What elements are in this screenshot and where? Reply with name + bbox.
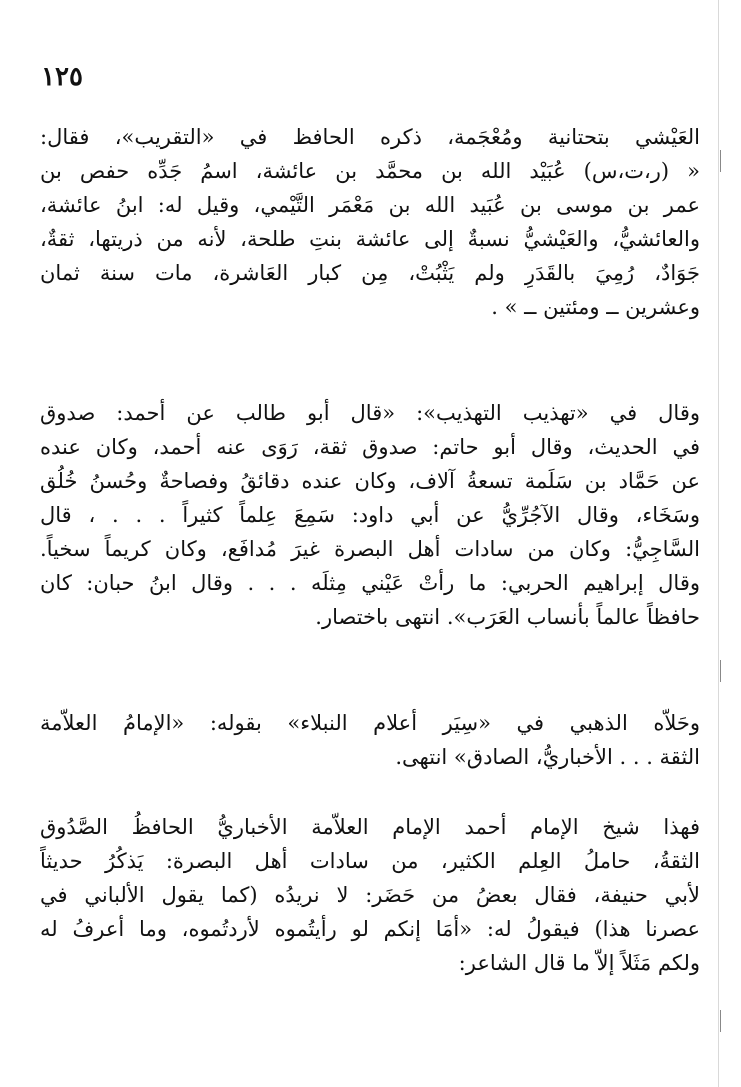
margin-mark — [720, 660, 721, 682]
text-line: جَوَادٌ، رُمِيَ بالقَدَرِ ولم يَثْبُتْ، مِن كبار العَاشرة، مات سنة ثمان — [40, 261, 700, 285]
page-edge-rule — [718, 0, 719, 1087]
paragraph — [40, 810, 700, 980]
text-line: السَّاجِيُّ: وكان من سادات أهل البصرة غيرَ مُدافَع، وكان كريماً سخياً. — [40, 537, 700, 561]
paragraph — [40, 396, 700, 634]
text-line: في الحديث، وقال أبو حاتم: صدوق ثقة، رَوَى عنه أحمد، وكان عنده — [40, 435, 700, 459]
text-line: عصرنا هذا) فيقولُ له: «أمَا إنكم لو رأيتُموه لأردتُموه، وما أعرفُ له — [40, 917, 700, 941]
text-line: حافظاً عالماً بأنساب العَرَب». انتهى باختصار. — [315, 605, 700, 629]
text-line: وقال إبراهيم الحربي: ما رأتْ عَيْني مِثلَه . . . وقال ابنُ حبان: كان — [40, 571, 700, 595]
text-line: لأبي حنيفة، فقال بعضُ من حَضَر: لا نريدُه (كما يقول الألباني في — [40, 883, 700, 907]
text-line: فهذا شيخ الإمام أحمد الإمام العلاّمة الأخباريُّ الحافظُ الصَّدُوق — [40, 815, 700, 839]
text-line: الثقةُ، حاملُ العِلم الكثير، من سادات أهل البصرة: يَذكُرُ حديثاً — [40, 849, 700, 873]
margin-mark — [720, 1010, 721, 1032]
page-number: ١٢٥ — [41, 62, 83, 92]
text-line: ولكم مَثَلاً إلاّ ما قال الشاعر: — [458, 951, 700, 975]
text-line: عمر بن موسى بن عُبَيد الله بن مَعْمَر التَّيْمي، وقيل له: ابنُ عائشة، — [40, 193, 700, 217]
text-line: وعشرين ــ ومئتين ــ » . — [491, 295, 700, 319]
paragraph — [40, 706, 700, 774]
text-line: وقال في «تهذيب التهذيب»: «قال أبو طالب عن أحمد: صدوق — [40, 401, 700, 425]
text-line: والعائشيُّ، والعَيْشيُّ نسبةٌ إلى عائشة بنتِ طلحة، لأنه من ذريتها، ثقةٌ، — [40, 227, 700, 251]
text-line: عن حَمَّاد بن سَلَمة تسعةُ آلاف، وكان عنده دقائقُ وفصاحةٌ وحُسنُ خُلُق — [40, 469, 700, 493]
text-line: الثقة . . . الأخباريُّ، الصادق» انتهى. — [395, 745, 700, 769]
paragraph — [40, 120, 700, 324]
text-line: العَيْشي بتحتانية ومُعْجَمة، ذكره الحافظ في «التقريب»، فقال: — [40, 125, 700, 149]
margin-mark — [720, 150, 721, 172]
text-line: وسَخَاء، وقال الآجُرِّيُّ عن أبي داود: سَمِعَ عِلماً كثيراً . . . ، قال — [40, 503, 700, 527]
text-line: « (ر،ت،س) عُبَيْد الله بن محمَّد بن عائشة، اسمُ جَدِّه حفص بن — [40, 159, 700, 183]
text-line: وحَلاّه الذهبي في «سِيَر أعلام النبلاء» بقوله: «الإمامُ العلاّمة — [40, 711, 700, 735]
